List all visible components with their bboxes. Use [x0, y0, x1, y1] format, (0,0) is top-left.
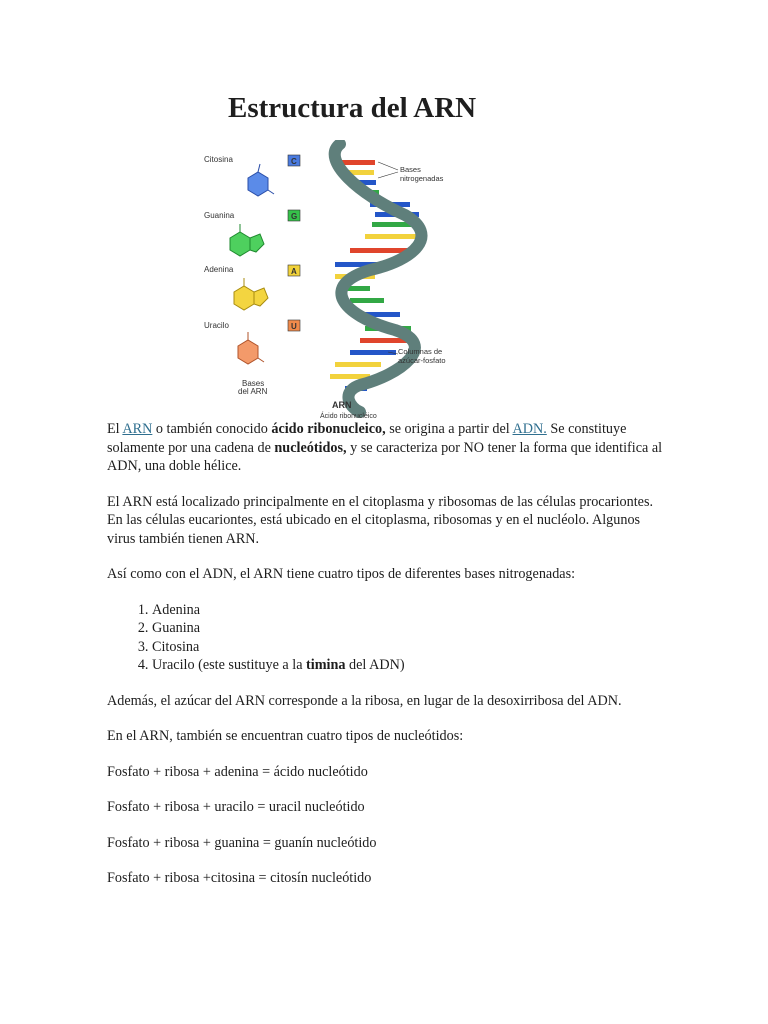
nucleotides-intro-paragraph: En el ARN, también se encuentran cuatro tipos de nucleótidos: — [107, 728, 464, 744]
rna-structure-figure — [200, 140, 490, 420]
base-label-uracil: Uracilo — [204, 321, 229, 330]
intro-text-1: El — [107, 421, 123, 437]
base-label-cytosine: Citosina — [204, 155, 233, 164]
equation-uracil: Fosfato + ribosa + uracilo = uracil nucleótido — [107, 799, 365, 815]
thymine-bold: timina — [306, 657, 346, 673]
svg-text:G: G — [291, 212, 298, 221]
letter-box-u — [288, 320, 300, 331]
document-body — [107, 420, 667, 905]
bases-caption-2: del ARN — [238, 387, 268, 396]
sugar-phosphate-backbone — [335, 144, 422, 412]
leader-line-bases — [378, 162, 398, 170]
bases-caption: Bases — [242, 379, 265, 388]
location-paragraph: El ARN está localizado principalmente en el citoplasma y ribosomas de las células procariontes. En las células eucariontes, está ubicado en el citoplasma, ribosomas y en el nucléolo. Algunos virus también tienen ARN. — [107, 493, 654, 547]
list-item: 1. Adenina — [152, 601, 667, 620]
adn-link[interactable]: ADN. — [512, 421, 547, 437]
arn-link[interactable]: ARN — [122, 421, 153, 437]
leader-line-bases-2 — [378, 172, 398, 178]
intro-text-2: o también conocido — [152, 421, 272, 437]
intro-bold-2: nucleótidos, — [274, 439, 347, 456]
cytosine-molecule-icon — [248, 164, 274, 196]
letter-box-g — [288, 210, 300, 221]
page-title: Estructura del ARN — [228, 92, 477, 124]
list-item: 3. Citosina — [152, 638, 667, 657]
arn-label: ARN — [332, 400, 352, 410]
intro-text-4: Se constituye solamente por una cadena de — [107, 421, 627, 456]
label-sugar-phosphate: azúcar-fosfato — [398, 356, 446, 365]
list-item — [152, 656, 667, 675]
equation-guanine: Fosfato + ribosa + guanina = guanín nucleótido — [107, 834, 377, 851]
uracil-text-1: Uracilo (este sustituye a la — [152, 657, 307, 673]
label-bases: Bases — [400, 165, 421, 174]
intro-bold-1: ácido ribonucleico, — [271, 421, 386, 437]
base-label-guanine: Guanina — [204, 211, 235, 220]
adenine-molecule-icon — [234, 278, 268, 310]
sugar-paragraph: Además, el azúcar del ARN corresponde a la ribosa, en lugar de la desoxirribosa del ADN. — [107, 692, 622, 709]
uracil-text-2: del ADN) — [345, 657, 405, 673]
list-item: 2. Guanina — [152, 619, 667, 638]
uracil-molecule-icon — [238, 332, 264, 364]
intro-text-5: y se caracteriza por NO tener la forma que identifica al ADN, una doble hélice. — [107, 439, 663, 474]
arn-sublabel: Ácido ribonucléico — [320, 413, 377, 420]
equation-cytosine: Fosfato + ribosa +citosina = citosín nucleótido — [107, 870, 372, 886]
base-label-adenine: Adenina — [204, 265, 234, 274]
label-columns: Columnas de — [398, 347, 443, 356]
bases-intro-paragraph: Así como con el ADN, el ARN tiene cuatro tipos de diferentes bases nitrogenadas: — [107, 566, 576, 582]
guanine-molecule-icon — [230, 224, 264, 256]
svg-text:C: C — [291, 157, 297, 166]
intro-text-3: se origina a partir del — [385, 421, 513, 437]
svg-text:U: U — [291, 322, 297, 331]
intro-paragraph — [107, 420, 667, 476]
rna-diagram — [200, 140, 490, 420]
bases-list — [107, 601, 667, 675]
letter-box-c — [288, 155, 300, 166]
letter-box-a — [288, 265, 300, 276]
label-nitrogenous: nitrogenadas — [400, 174, 444, 183]
equation-adenine: Fosfato + ribosa + adenina = ácido nucleótido — [107, 763, 368, 780]
svg-text:A: A — [291, 267, 297, 276]
